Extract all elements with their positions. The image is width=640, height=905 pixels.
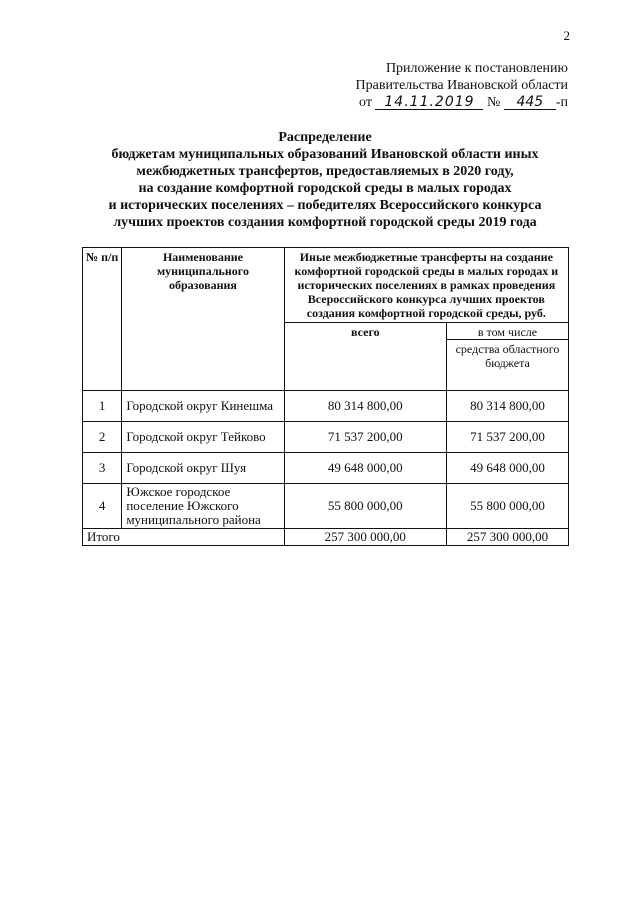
total-regional: 257 300 000,00 [446, 529, 568, 546]
header-name: Наименование муниципального образования [122, 248, 284, 391]
title-line-3: межбюджетных трансфертов, предоставляемых в 2020 году, [136, 164, 514, 179]
page-number: 2 [563, 28, 570, 43]
title-line-5: и исторических поселениях – победителях Всероссийского конкурса [108, 198, 542, 213]
total-row [83, 529, 569, 546]
decree-reference [308, 94, 568, 111]
header-total: всего [284, 323, 446, 391]
row-number: 2 [83, 422, 122, 453]
row-number: 4 [83, 484, 122, 529]
row-name: Южское городское поселение Южского муниципального района [122, 484, 284, 529]
decree-date: 14.11.2019 [375, 95, 483, 110]
total-label: Итого [83, 529, 285, 546]
row-number: 1 [83, 391, 122, 422]
row-total: 71 537 200,00 [284, 422, 446, 453]
row-name: Городской округ Кинешма [122, 391, 284, 422]
row-total: 55 800 000,00 [284, 484, 446, 529]
title-line-1: Распределение [278, 130, 372, 145]
total-sum: 257 300 000,00 [284, 529, 446, 546]
header-number: № п/п [83, 248, 122, 391]
document-title [90, 129, 560, 231]
row-total: 49 648 000,00 [284, 453, 446, 484]
row-regional: 71 537 200,00 [446, 422, 568, 453]
row-regional: 55 800 000,00 [446, 484, 568, 529]
decree-number: 445 [504, 95, 556, 110]
header-transfers: Иные межбюджетные трансферты на создание комфортной городской среды в малых городах и исторических поселениях в рамках проведения Всероссийского конкурса лучших проектов создания комфортной городской среды, руб. [284, 248, 568, 323]
table-row [83, 484, 569, 529]
row-regional: 80 314 800,00 [446, 391, 568, 422]
header-regional: средства областного бюджета [446, 340, 568, 391]
row-total: 80 314 800,00 [284, 391, 446, 422]
appendix-block [308, 60, 568, 111]
table-row [83, 453, 569, 484]
title-line-6: лучших проектов создания комфортной городской среды 2019 года [113, 215, 537, 230]
row-name: Городской округ Шуя [122, 453, 284, 484]
table-row [83, 422, 569, 453]
header-including-text: в том числе [477, 325, 538, 339]
title-line-4: на создание комфортной городской среды в малых городах [138, 181, 512, 196]
table-row [83, 391, 569, 422]
row-number: 3 [83, 453, 122, 484]
row-regional: 49 648 000,00 [446, 453, 568, 484]
title-line-2: бюджетам муниципальных образований Ивановской области иных [111, 147, 539, 162]
row-name: Городской округ Тейково [122, 422, 284, 453]
distribution-table [82, 247, 569, 546]
appendix-line-2: Правительства Ивановской области [355, 78, 568, 93]
number-label: № [486, 95, 501, 110]
from-label: от [359, 95, 372, 110]
header-including [446, 323, 568, 340]
appendix-line-1: Приложение к постановлению [385, 61, 568, 76]
decree-suffix: -п [555, 95, 568, 110]
